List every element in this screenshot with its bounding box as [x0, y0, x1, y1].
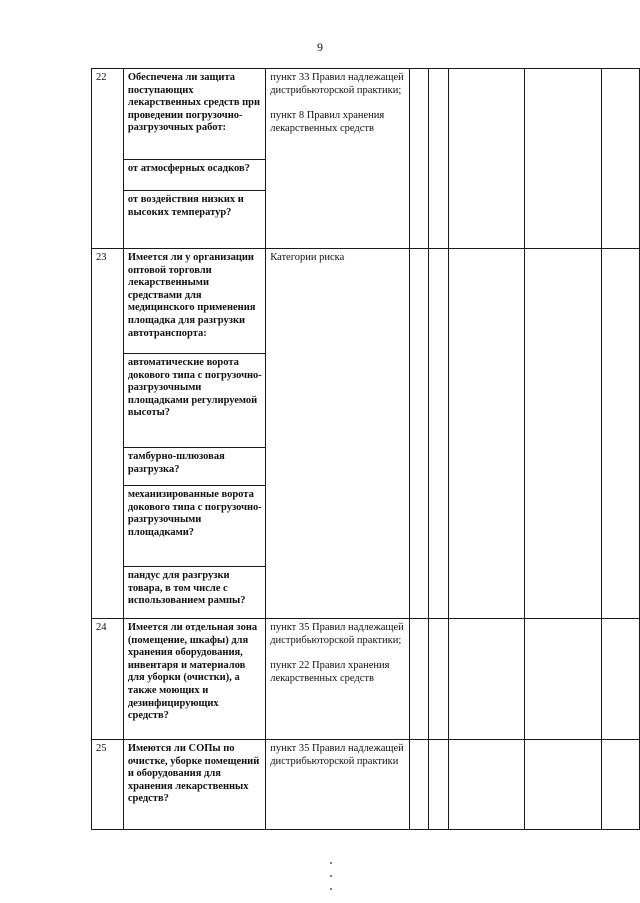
- reference-text: пункт 22 Правил хранения лекарственных средств: [270, 660, 390, 684]
- comment-cell[interactable]: [525, 69, 602, 249]
- answer-cell-na[interactable]: [449, 249, 525, 619]
- answer-cell-yes[interactable]: [409, 249, 429, 619]
- question-cell: Имеется ли у организации оптовой торговли лекарственными средствами для медицинского применения площадка для разгрузки автотранспорта:: [123, 249, 265, 354]
- scan-artifact: [330, 888, 332, 890]
- question-cell: Имеются ли СОПы по очистке, уборке помещений и оборудования для хранения лекарственных средств?: [123, 740, 265, 830]
- page-number: 9: [317, 40, 323, 54]
- row-number: 23: [92, 249, 124, 619]
- scan-artifact: [330, 875, 332, 877]
- reference-cell: [266, 619, 409, 740]
- reference-text: пункт 33 Правил надлежащей дистрибьюторской практики;: [270, 72, 404, 96]
- sub-question-cell: тамбурно-шлюзовая разгрузка?: [123, 448, 265, 486]
- sub-question-cell: от воздействия низких и высоких температур?: [123, 191, 265, 249]
- answer-cell-no[interactable]: [429, 740, 449, 830]
- sub-question-cell: механизированные ворота докового типа с погрузочно-разгрузочными площадками?: [123, 486, 265, 567]
- row-number: 24: [92, 619, 124, 740]
- comment-cell[interactable]: [525, 740, 602, 830]
- sub-question-cell: от атмосферных осадков?: [123, 160, 265, 191]
- comment-cell[interactable]: [525, 619, 602, 740]
- row-number: 22: [92, 69, 124, 249]
- answer-cell-no[interactable]: [429, 249, 449, 619]
- answer-cell-na[interactable]: [449, 619, 525, 740]
- comment-cell[interactable]: [525, 249, 602, 619]
- question-cell: Обеспечена ли защита поступающих лекарственных средств при проведении погрузочно-разгрузочных работ:: [123, 69, 265, 160]
- sub-question-cell: пандус для разгрузки товара, в том числе с использованием рампы?: [123, 567, 265, 619]
- note-cell[interactable]: [602, 249, 640, 619]
- note-cell[interactable]: [602, 740, 640, 830]
- table-row: [92, 619, 640, 740]
- reference-text: пункт 8 Правил хранения лекарственных средств: [270, 110, 385, 134]
- table-row: [92, 69, 640, 160]
- answer-cell-yes[interactable]: [409, 69, 429, 249]
- reference-cell: [266, 249, 409, 619]
- answer-cell-na[interactable]: [449, 69, 525, 249]
- row-number: 25: [92, 740, 124, 830]
- table-row: [92, 740, 640, 830]
- sub-question-cell: автоматические ворота докового типа с погрузочно-разгрузочными площадками регулируемой высоты?: [123, 354, 265, 448]
- reference-text: пункт 35 Правил надлежащей дистрибьюторской практики;: [270, 622, 404, 646]
- checklist-table: [91, 68, 640, 830]
- scan-artifact: [330, 862, 332, 864]
- answer-cell-yes[interactable]: [409, 740, 429, 830]
- reference-cell: [266, 69, 409, 249]
- table-row: [92, 249, 640, 354]
- reference-text: пункт 35 Правил надлежащей дистрибьюторской практики: [270, 743, 404, 767]
- question-cell: Имеется ли отдельная зона (помещение, шкафы) для хранения оборудования, инвентаря и материалов для уборки (очистки), а также моющих и дезинфицирующих средств?: [123, 619, 265, 740]
- reference-text: Категории риска: [270, 252, 345, 263]
- note-cell[interactable]: [602, 619, 640, 740]
- answer-cell-na[interactable]: [449, 740, 525, 830]
- answer-cell-no[interactable]: [429, 69, 449, 249]
- reference-cell: [266, 740, 409, 830]
- answer-cell-no[interactable]: [429, 619, 449, 740]
- answer-cell-yes[interactable]: [409, 619, 429, 740]
- note-cell[interactable]: [602, 69, 640, 249]
